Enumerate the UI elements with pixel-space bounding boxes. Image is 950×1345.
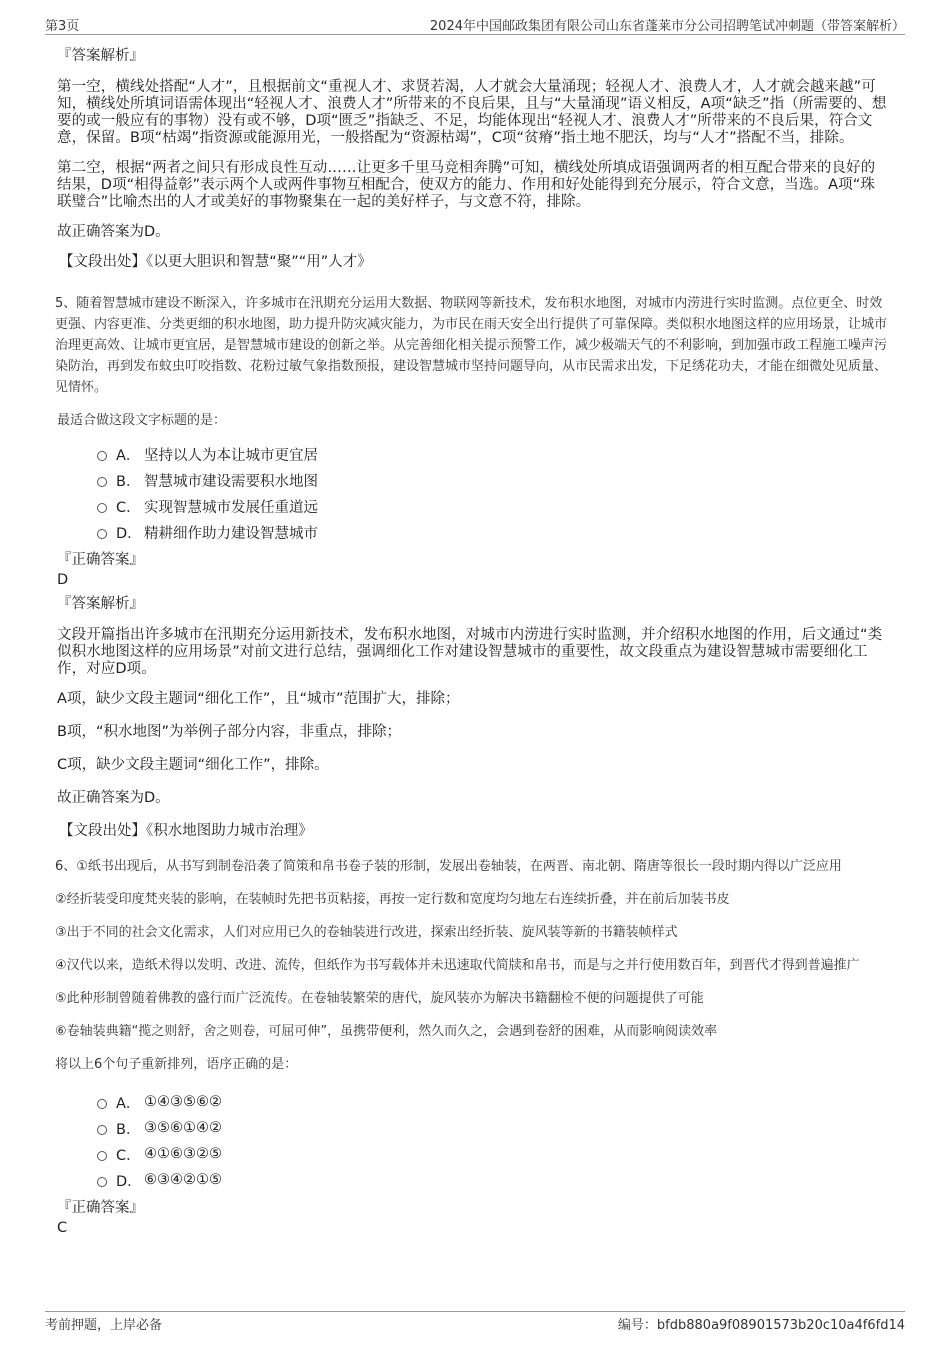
- sentence-item: ⑤此种形制曾随着佛教的盛行而广泛流传。在卷轴装繁荣的唐代，旋风装亦为解决书籍翻检不便的问题提供了可能: [55, 991, 704, 1006]
- sentence-item: 6、①纸书出现后，从书写到制卷沿袭了简策和帛书卷子装的形制，发展出卷轴装，在两晋、南北朝、隋唐等很长一段时期内得以广泛应用: [55, 859, 842, 874]
- document-title: 2024年中国邮政集团有限公司山东省蓬莱市分公司招聘笔试冲刺题（带答案解析）: [429, 19, 905, 34]
- radio-icon[interactable]: [97, 503, 107, 513]
- page-number: 第3页: [45, 19, 80, 34]
- option-letter: C．: [116, 499, 141, 516]
- option-text: ④①⑥③②⑤: [144, 1146, 222, 1162]
- correct-answer-heading: 『正确答案』: [57, 1200, 144, 1216]
- footer-slogan: 考前押题，上岸必备: [45, 1318, 163, 1333]
- answer-options: [97, 1089, 887, 1193]
- option-text: ⑥③④②①⑤: [144, 1172, 222, 1188]
- analysis-paragraph: 第一空，横线处搭配“人才”，且根据前文“重视人才、求贤若渴，人才就会大量涌现；轻视人才、浪费人才，人才就会越来越”可知，横线处所填词语需体现出“轻视人才、浪费人才”所带来的不良后果，且与“大量涌现”语义相反，A项“缺乏”指（所需要的、想要的或一般应有的事物）没有或不够，D项“匮乏”指缺乏、不足，均能体现出“轻视人才、浪费人才”所带来的不良后果，符合文意，保留。B项“枯竭”指资源或能源用光，一般搭配为“资源枯竭”，C项“贫瘠”指土地不肥沃，均与“人才”搭配不当，排除。: [57, 79, 887, 146]
- option-d[interactable]: [97, 519, 887, 545]
- correct-answer-heading: 『正确答案』: [57, 552, 144, 568]
- correct-answer: D: [57, 572, 69, 588]
- document-code: 编号：bfdb880a9f08901573b20c10a4f6fd14: [617, 1318, 905, 1333]
- analysis-paragraph: C项，缺少文段主题词“细化工作”，排除。: [57, 757, 329, 773]
- radio-icon[interactable]: [97, 1151, 107, 1161]
- question-prompt: 将以上6个句子重新排列，语序正确的是：: [55, 1057, 298, 1072]
- option-a[interactable]: [97, 1089, 887, 1115]
- option-text: 坚持以人为本让城市更宜居: [144, 447, 318, 464]
- question-5: [57, 293, 887, 840]
- question-prompt: 最适合做这段文字标题的是：: [57, 413, 227, 428]
- option-text: ③⑤⑥①④②: [144, 1120, 222, 1136]
- radio-icon[interactable]: [97, 1125, 107, 1135]
- analysis-heading: 『答案解析』: [57, 596, 144, 612]
- analysis-paragraph: 第二空，根据“两者之间只有形成良性互动……让更多千里马竞相奔腾”可知，横线处所填成语强调两者的相互配合带来的良好的结果，D项“相得益彰”表示两个人或两件事物互相配合，使双方的能力、作用和好处能得到充分展示，符合文意，当选。A项“珠联璧合”比喻杰出的人才或美好的事物聚集在一起的美好样子，与文意不符，排除。: [57, 160, 876, 210]
- option-c[interactable]: [97, 493, 887, 519]
- option-d[interactable]: [97, 1167, 887, 1193]
- page-content: [57, 44, 887, 1237]
- radio-icon[interactable]: [97, 451, 107, 461]
- sentence-item: ③出于不同的社会文化需求，人们对应用已久的卷轴装进行改进，探索出经折装、旋风装等新的书籍装帧样式: [55, 925, 678, 940]
- option-a[interactable]: [97, 441, 887, 467]
- page-footer: [45, 1311, 905, 1333]
- analysis-paragraph: 文段开篇指出许多城市在汛期充分运用新技术，发布积水地图，对城市内涝进行实时监测，并介绍积水地图的作用，后文通过“类似积水地图这样的应用场景”对前文进行总结，强调细化工作对建设智慧城市的重要性，故文段重点为建设智慧城市需要细化工作，对应D项。: [57, 627, 883, 677]
- sentence-item: ②经折装受印度梵夹装的影响，在装帧时先把书页粘接，再按一定行数和宽度均匀地左右连续折叠，并在前后加装书皮: [55, 892, 730, 907]
- question-6: [57, 858, 887, 1237]
- radio-icon[interactable]: [97, 1099, 107, 1109]
- option-b[interactable]: [97, 467, 887, 493]
- option-letter: A．: [116, 1095, 141, 1112]
- analysis-heading: 『答案解析』: [57, 48, 144, 64]
- source-citation: 【文段出处】《以更大胆识和智慧“聚”“用”人才》: [59, 254, 372, 270]
- option-text: ①④③⑤⑥②: [144, 1094, 222, 1110]
- question-passage: 5、随着智慧城市建设不断深入，许多城市在汛期充分运用大数据、物联网等新技术，发布积水地图，对城市内涝进行实时监测。点位更全、时效更强、内容更准、分类更细的积水地图，助力提升防灾减灾能力，为市民在雨天安全出行提供了可靠保障。类似积水地图这样的应用场景，让城市治理更高效、让城市更宜居，是智慧城市建设的创新之举。从完善细化相关提示预警工作，减少极端天气的不利影响，到加强市政工程施工噪声污染防治，再到发布蚊虫叮咬指数、花粉过敏气象指数预报，建设智慧城市坚持问题导向，从市民需求出发，下足绣花功夫，才能在细微处见质量、见情怀。: [55, 296, 888, 395]
- conclusion-text: 故正确答案为D。: [57, 224, 170, 240]
- conclusion-text: 故正确答案为D。: [57, 790, 170, 806]
- sentence-item: ⑥卷轴装典籍“揽之则舒，舍之则卷，可屈可伸”，虽携带便利，然久而久之，会遇到卷舒的困难，从而影响阅读效率: [55, 1024, 718, 1039]
- source-citation: 【文段出处】《积水地图助力城市治理》: [59, 823, 313, 839]
- option-c[interactable]: [97, 1141, 887, 1167]
- page-header: [45, 12, 905, 35]
- analysis-paragraph: A项，缺少文段主题词“细化工作”，且“城市”范围扩大，排除；: [57, 691, 460, 707]
- radio-icon[interactable]: [97, 477, 107, 487]
- option-text: 精耕细作助力建设智慧城市: [144, 525, 318, 542]
- option-letter: A．: [116, 447, 141, 464]
- option-letter: D．: [116, 1173, 142, 1190]
- answer-options: [97, 441, 887, 545]
- option-b[interactable]: [97, 1115, 887, 1141]
- option-letter: D．: [116, 525, 142, 542]
- option-letter: C．: [116, 1147, 141, 1164]
- radio-icon[interactable]: [97, 1177, 107, 1187]
- sentence-item: ④汉代以来，造纸术得以发明、改进、流传，但纸作为书写载体并未迅速取代简牍和帛书，而是与之并行使用数百年，到晋代才得到普遍推广: [55, 958, 860, 973]
- option-letter: B．: [116, 1121, 141, 1138]
- option-text: 智慧城市建设需要积水地图: [144, 473, 318, 490]
- correct-answer: C: [57, 1220, 68, 1236]
- option-text: 实现智慧城市发展任重道远: [144, 499, 318, 516]
- option-letter: B．: [116, 473, 141, 490]
- q4-analysis: [57, 47, 887, 271]
- radio-icon[interactable]: [97, 529, 107, 539]
- analysis-paragraph: B项，“积水地图”为举例子部分内容，非重点，排除；: [57, 724, 401, 740]
